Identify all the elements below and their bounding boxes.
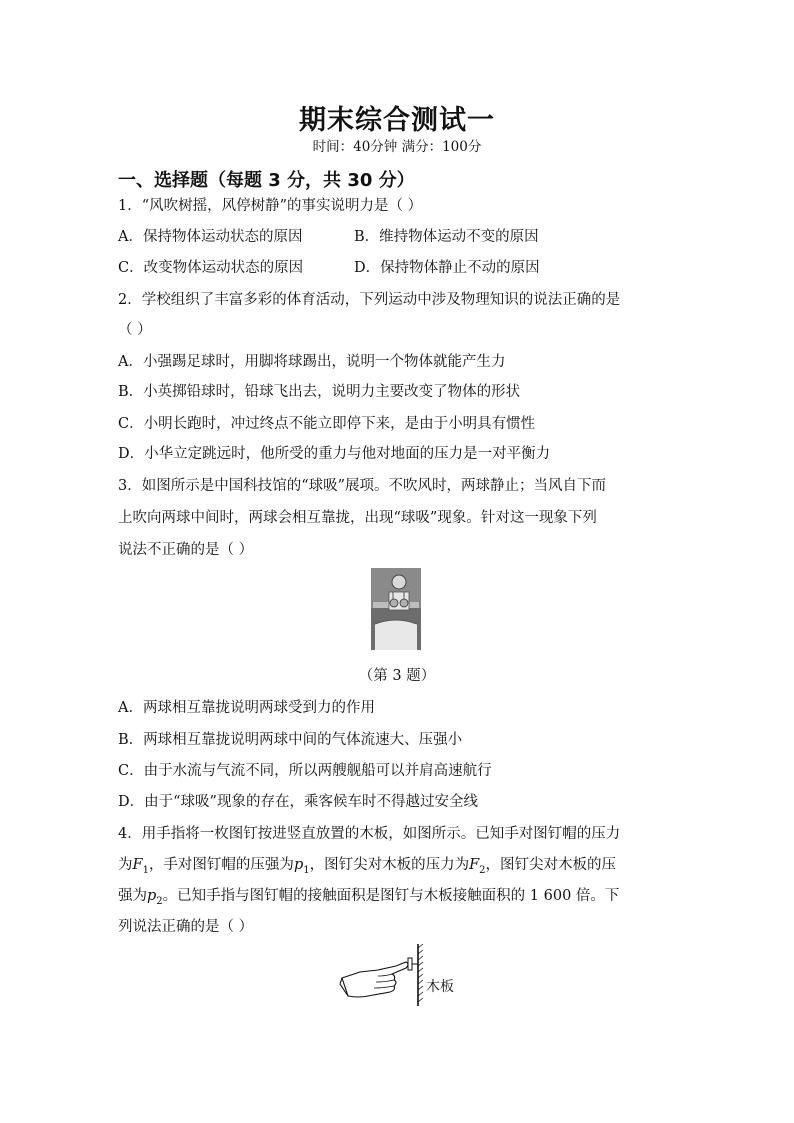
q3-option-b: B．两球相互靠拢说明两球中间的气体流速大、压强小 (118, 732, 463, 748)
force-f1: $F_1$ (132, 857, 149, 876)
q2-option-d: D．小华立定跳远时，他所受的重力与他对地面的压力是一对平衡力 (118, 446, 551, 462)
q3-option-c: C．由于水流与气流不同，所以两艘舰船可以并肩高速航行 (118, 763, 492, 779)
q1-stem: 1．“风吹树摇，风停树静”的事实说明力是（ ） (118, 198, 423, 214)
q2-option-c: C．小明长跑时，冲过终点不能立即停下来，是由于小明具有惯性 (118, 416, 536, 432)
q2-option-a: A．小强踢足球时，用脚将球踢出，说明一个物体就能产生力 (118, 354, 506, 370)
q3-stem-line2: 上吹向两球中间时，两球会相互靠拢，出现“球吸”现象。针对这一现象下列 (118, 510, 597, 526)
q2-stem-line2: （ ） (118, 322, 152, 338)
pressure-p1: $p_1$ (293, 857, 310, 876)
q1-option-a: A．保持物体运动状态的原因 (118, 229, 303, 245)
q1-option-b: B．维持物体运动不变的原因 (354, 229, 539, 245)
exam-info: 时间：40分钟 满分：100分 (312, 139, 482, 155)
section-heading: 一、选择题（每题 3 分，共 30 分） (118, 170, 415, 191)
q2-option-b: B．小英掷铅球时，铅球飞出去，说明力主要改变了物体的形状 (118, 384, 521, 400)
q3-figure-caption: （第 3 题） (358, 668, 436, 684)
q3-option-d: D．由于“球吸”现象的存在，乘客候车时不得越过安全线 (118, 794, 478, 810)
hand-pushing-pin-figure (338, 942, 458, 1008)
q4-stem-line3: 强为$p_2$。已知手指与图钉帽的接触面积是图钉与木板接触面积的 1 600 倍。下 (118, 888, 620, 907)
q4-stem-line4: 列说法正确的是（ ） (118, 919, 254, 935)
pressure-p2: $p_2$ (147, 888, 163, 907)
q4-stem-line1: 4．用手指将一枚图钉按进竖直放置的木板，如图所示。已知手对图钉帽的压力 (118, 826, 621, 842)
q3-stem-line3: 说法不正确的是（ ） (118, 542, 254, 558)
page-title: 期末综合测试一 (299, 105, 495, 136)
board-label: 木板 (426, 979, 454, 995)
q1-option-c: C．改变物体运动状态的原因 (118, 260, 304, 276)
q4-stem-line2: 为$F_1$，手对图钉帽的压强为$p_1$，图钉尖对木板的压力为$F_2$，图钉尖对木板的压 (118, 857, 617, 876)
q2-stem-line1: 2．学校组织了丰富多彩的体育活动，下列运动中涉及物理知识的说法正确的是 (118, 292, 621, 308)
q1-option-d: D．保持物体静止不动的原因 (354, 260, 540, 276)
force-f2: $F_2$ (469, 857, 486, 876)
q3-stem-line1: 3．如图所示是中国科技馆的“球吸”展项。不吹风时，两球静止；当风自下而 (118, 478, 607, 494)
q3-option-a: A．两球相互靠拢说明两球受到力的作用 (118, 700, 375, 716)
ball-suction-photo (371, 568, 421, 650)
